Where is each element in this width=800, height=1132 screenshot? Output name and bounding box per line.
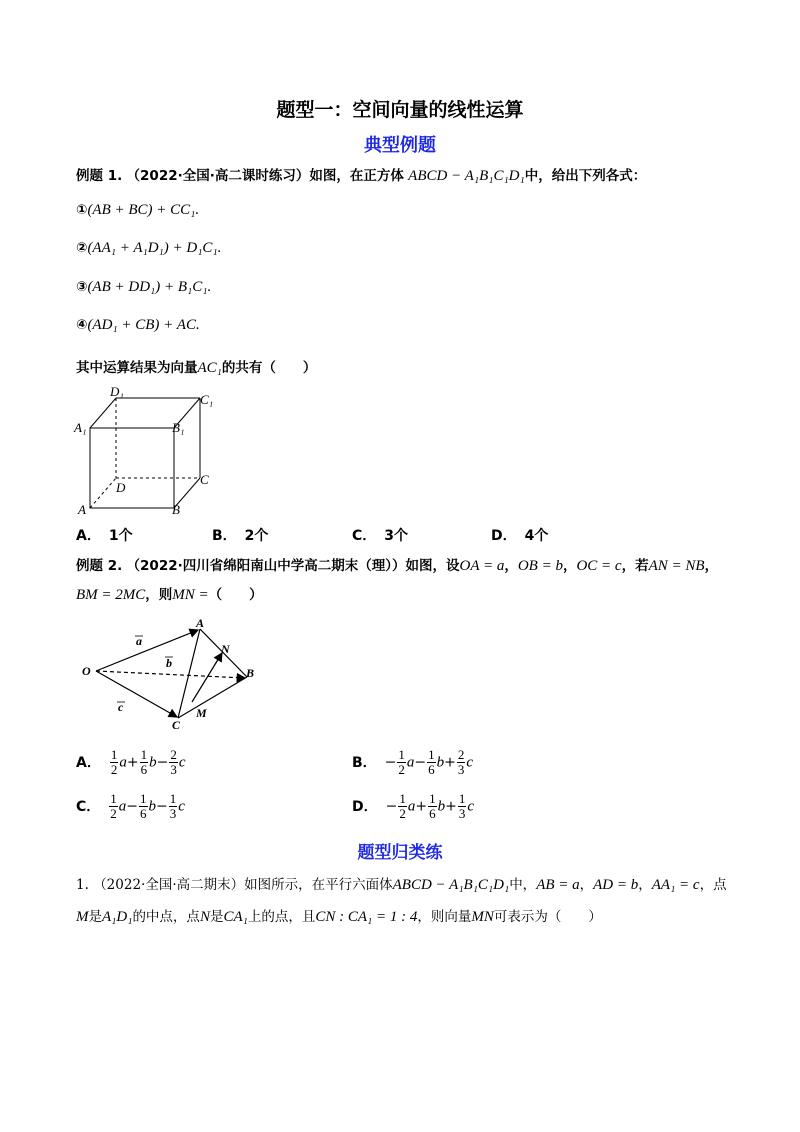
examples-title: 典型例题 xyxy=(364,135,436,156)
example1-source: （2022·全国·高二课时练习） xyxy=(126,168,310,184)
option-label: A． xyxy=(76,754,101,771)
example1-question xyxy=(76,356,316,377)
option-text: 3个 xyxy=(384,528,409,544)
practice1-solid: ABCD − A₁B₁C₁D₁ xyxy=(392,877,510,893)
label-C: C xyxy=(200,472,209,487)
option-label: D． xyxy=(491,528,517,544)
numerator: 1 xyxy=(458,791,466,806)
example2-label: 例题 2. xyxy=(76,558,123,574)
example1-item xyxy=(76,317,200,334)
example2-stem-b: ，若 xyxy=(621,558,649,574)
example2-stem xyxy=(76,554,718,575)
condition-ob: OB = b xyxy=(517,558,563,574)
numerator: 1 xyxy=(429,791,436,806)
fraction xyxy=(397,748,406,777)
fraction xyxy=(428,792,437,821)
vector: b xyxy=(436,754,445,771)
numerator: 2 xyxy=(170,747,177,762)
example1-cube-name: ABCD − A₁B₁C₁D₁ xyxy=(408,168,525,184)
vector: c xyxy=(178,754,186,771)
fraction xyxy=(169,748,178,777)
item-expression: (AB + BC) + CC₁. xyxy=(87,202,200,218)
vector: b xyxy=(148,798,157,815)
practice1-text-c: ，点 xyxy=(699,877,727,893)
option-label: A． xyxy=(76,528,101,544)
vector: c xyxy=(467,798,474,815)
option-text: 1个 xyxy=(108,528,133,544)
label-vector-c: c xyxy=(118,700,124,714)
vector: b xyxy=(149,754,157,771)
practice1-number: 1. xyxy=(76,877,89,893)
label-C1: C₁ xyxy=(200,392,214,407)
example2-option-d[interactable] xyxy=(352,792,474,821)
example1-item xyxy=(76,240,221,257)
target-vector: MN = xyxy=(172,587,209,603)
practice1-text-g: 上的点，且 xyxy=(247,909,316,925)
denominator: 2 xyxy=(399,806,406,821)
sign: + xyxy=(415,798,428,815)
option-text: 2个 xyxy=(244,528,269,544)
sign: − xyxy=(384,754,397,771)
separator: ， xyxy=(504,558,518,574)
label-O: O xyxy=(82,664,91,678)
practice1-cond-ad: AD = b xyxy=(593,877,639,893)
label-B: B xyxy=(246,666,255,680)
denominator: 3 xyxy=(170,762,177,777)
ratio: CN : CA₁ = 1 : 4 xyxy=(315,909,418,925)
segment-ca1: CA₁ xyxy=(223,909,248,925)
vector: c xyxy=(178,798,185,815)
denominator: 6 xyxy=(140,806,147,821)
practice1-source: （2022·全国·高二期末） xyxy=(93,877,245,893)
fraction xyxy=(110,748,119,777)
point-m: M xyxy=(76,909,89,925)
numerator: 1 xyxy=(110,747,118,762)
condition-oa: OA = a xyxy=(459,558,505,574)
example1-item xyxy=(76,202,199,219)
practice-title: 题型归类练 xyxy=(357,843,443,863)
denominator: 3 xyxy=(169,806,177,821)
label-D1: D₁ xyxy=(110,384,124,399)
vector-mn: MN xyxy=(471,909,494,925)
practice1-text-d: 是 xyxy=(88,909,102,925)
fraction xyxy=(169,792,178,821)
example1-option-c[interactable] xyxy=(352,525,408,545)
denominator: 6 xyxy=(429,806,436,821)
numerator: 1 xyxy=(169,791,177,806)
practice1-text-a: 如图所示，在平行六面体 xyxy=(244,877,393,893)
example2-stem-line2 xyxy=(76,583,263,604)
practice1-cond-aa1: AA₁ = c xyxy=(651,877,700,893)
vector: a xyxy=(407,798,416,815)
label-A: A xyxy=(78,502,86,517)
practice1-line2 xyxy=(76,905,602,926)
question-vector: AC₁ xyxy=(197,360,222,376)
label-vector-a: a xyxy=(136,634,142,648)
denominator: 2 xyxy=(110,762,118,777)
sign: − xyxy=(156,798,168,815)
option-label: B． xyxy=(352,754,377,771)
practice1-line1: 1. （2022·全国·高二期末）如图所示，在平行六面体ABCD − A₁B₁C₁D₁中，AB = a，AD = b，AA₁ = c，点 xyxy=(76,877,727,893)
vector: a xyxy=(406,754,415,771)
condition-an-nb: AN = NB xyxy=(648,558,705,574)
fraction xyxy=(457,748,466,777)
example1-label: 例题 1. xyxy=(76,168,123,184)
item-number: ③ xyxy=(76,279,88,295)
item-expression: (AD₁ + CB) + AC. xyxy=(87,317,200,333)
example1-item xyxy=(76,279,211,296)
sign: − xyxy=(126,798,139,815)
sign: + xyxy=(126,754,139,771)
fraction xyxy=(398,792,407,821)
fraction xyxy=(139,792,148,821)
label-A: A xyxy=(196,616,205,630)
fraction xyxy=(427,748,436,777)
label-C: C xyxy=(172,718,181,732)
option-label: C． xyxy=(352,528,377,544)
label-M: M xyxy=(196,706,207,720)
vector: c xyxy=(466,754,474,771)
numerator: 1 xyxy=(428,747,435,762)
item-expression: (AB + DD₁) + B₁C₁. xyxy=(87,279,212,295)
example1-option-b[interactable] xyxy=(212,525,268,545)
tetrahedron-figure xyxy=(82,615,262,735)
question-text-a: 其中运算结果为向量 xyxy=(76,360,198,376)
denominator: 3 xyxy=(458,806,466,821)
numerator: 1 xyxy=(398,747,405,762)
item-number: ④ xyxy=(76,317,88,333)
label-vector-b: b xyxy=(166,656,172,670)
example1-stem-a: 如图，在正方体 xyxy=(309,168,404,184)
example2-option-c[interactable] xyxy=(76,792,185,821)
numerator: 1 xyxy=(140,791,147,806)
item-number: ① xyxy=(76,202,88,218)
practice1-text-i: 可表示为（ ） xyxy=(493,909,602,925)
separator: ， xyxy=(562,558,577,574)
numerator: 1 xyxy=(110,791,117,806)
sign: − xyxy=(156,754,169,771)
denominator: 6 xyxy=(428,762,435,777)
practice1-text-h: ，则向量 xyxy=(417,909,472,925)
option-label: D． xyxy=(352,798,378,815)
example2-stem-a: 如图，设 xyxy=(405,558,460,574)
option-text: 4个 xyxy=(524,528,549,544)
example2-option-b[interactable] xyxy=(352,748,473,777)
condition-oc: OC = c xyxy=(576,558,622,574)
separator: ， xyxy=(704,558,719,574)
sign: + xyxy=(444,754,456,771)
fraction xyxy=(140,748,149,777)
example2-option-a[interactable] xyxy=(76,748,185,777)
option-label: C． xyxy=(76,798,101,815)
practice1-text-b: 中， xyxy=(509,877,537,893)
numerator: 2 xyxy=(457,747,465,762)
numerator: 1 xyxy=(399,791,406,806)
label-B1: B₁ xyxy=(172,420,185,435)
example1-option-a[interactable] xyxy=(76,525,133,545)
item-number: ② xyxy=(76,240,88,256)
vector: a xyxy=(118,798,127,815)
sign: − xyxy=(385,798,398,815)
numerator: 1 xyxy=(140,747,148,762)
label-A1: A₁ xyxy=(74,420,87,435)
denominator: 2 xyxy=(398,762,405,777)
label-B: B xyxy=(172,502,180,517)
fraction xyxy=(109,792,118,821)
sign: − xyxy=(414,754,427,771)
question-text-b: 的共有（ ） xyxy=(221,360,317,376)
example1-stem xyxy=(76,164,646,185)
denominator: 2 xyxy=(110,806,117,821)
sign: + xyxy=(445,798,457,815)
label-D: D xyxy=(116,480,126,495)
segment-a1d1: A₁D₁ xyxy=(102,909,133,925)
fraction xyxy=(458,792,467,821)
condition-bm-mc: BM = 2MC xyxy=(76,587,146,603)
example1-option-d[interactable] xyxy=(491,525,548,545)
section-title: 题型一：空间向量的线性运算 xyxy=(276,99,524,121)
vector: b xyxy=(437,798,446,815)
denominator: 6 xyxy=(140,762,148,777)
vector: a xyxy=(119,754,127,771)
practice1-text-f: 是 xyxy=(209,909,224,925)
option-label: B． xyxy=(212,528,237,544)
label-N: N xyxy=(221,642,230,656)
practice1-text-e: 的中点，点 xyxy=(132,909,200,925)
point-n: N xyxy=(199,909,210,925)
answer-blank: （ ） xyxy=(208,587,263,603)
example2-source: （2022·四川省绵阳南山中学高二期末（理）） xyxy=(126,558,406,574)
denominator: 3 xyxy=(457,762,465,777)
example2-stem-c: ，则 xyxy=(145,587,173,603)
example1-stem-b: 中，给出下列各式： xyxy=(524,168,647,184)
practice1-cond-ab: AB = a xyxy=(536,877,580,893)
item-expression: (AA₁ + A₁D₁) + D₁C₁. xyxy=(87,240,222,256)
cube-figure xyxy=(70,380,220,520)
